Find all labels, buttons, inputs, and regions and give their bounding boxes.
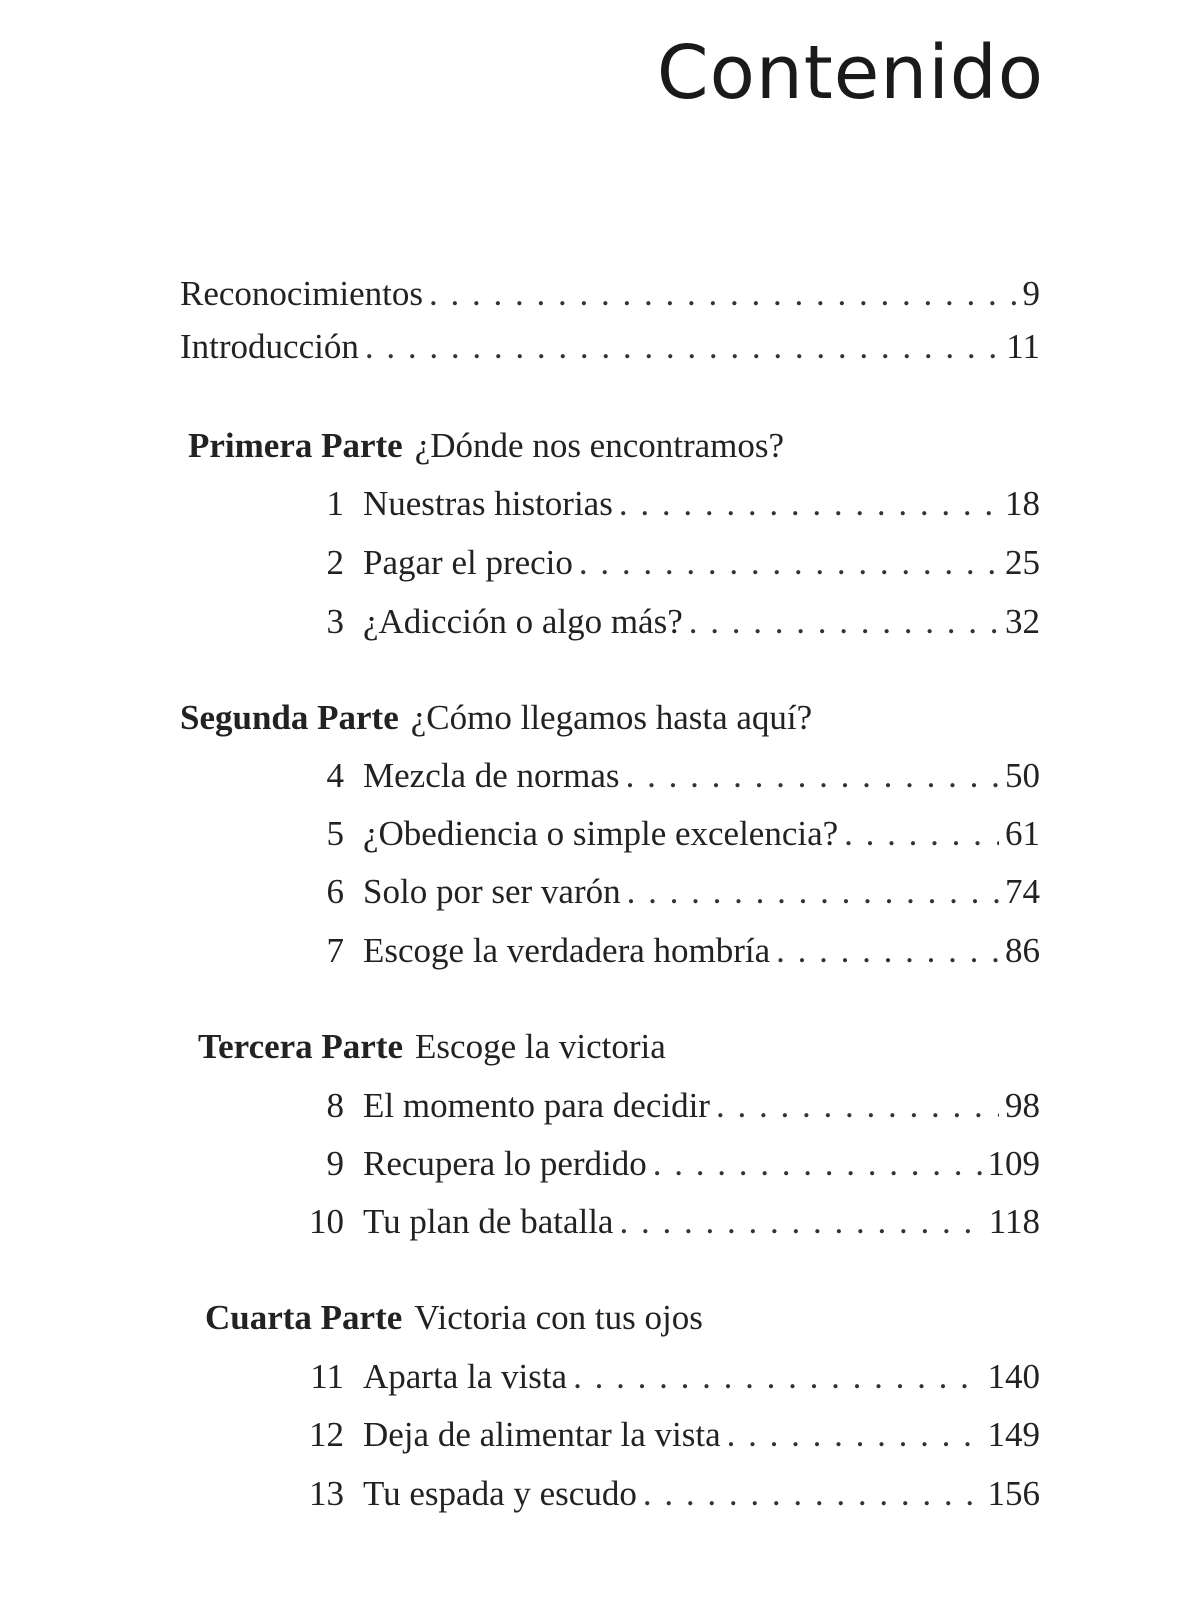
dot-leader [844, 812, 999, 856]
chapter-number: 12 [309, 1415, 344, 1454]
chapter-page: 61 [1005, 814, 1040, 853]
chapter-title: ¿Adicción o algo más? [363, 602, 683, 641]
chapter-number: 11 [310, 1357, 344, 1396]
chapter-number: 10 [309, 1202, 344, 1241]
part-subtitle: Escoge la victoria [415, 1027, 666, 1066]
chapter-page: 149 [987, 1415, 1040, 1454]
dot-leader [653, 1142, 982, 1186]
toc-chapter-10[interactable] [300, 1200, 1040, 1244]
chapter-number: 1 [326, 484, 344, 523]
toc-entry-page: 9 [1022, 274, 1040, 313]
toc-entry-page: 11 [1006, 327, 1040, 366]
toc-chapter-2[interactable] [300, 541, 1040, 585]
part-subtitle: Victoria con tus ojos [414, 1298, 703, 1337]
dot-leader [573, 1355, 981, 1399]
part-heading-3 [198, 1025, 666, 1069]
chapter-title: El momento para decidir [363, 1086, 710, 1125]
chapter-title: ¿Obediencia o simple excelencia? [363, 814, 839, 853]
toc-entry-label: Introducción [180, 327, 359, 366]
chapter-number: 3 [326, 602, 344, 641]
chapter-title: Nuestras historias [363, 484, 613, 523]
toc-chapter-8[interactable] [300, 1084, 1040, 1128]
chapter-title: Solo por ser varón [363, 872, 621, 911]
chapter-number: 9 [326, 1144, 344, 1183]
toc-chapter-3[interactable] [300, 600, 1040, 644]
part-label: Primera Parte [188, 426, 403, 465]
part-label: Tercera Parte [198, 1027, 404, 1066]
chapter-number: 2 [326, 543, 344, 582]
dot-leader [727, 1413, 982, 1457]
dot-leader [626, 754, 999, 798]
chapter-page: 32 [1005, 602, 1040, 641]
chapter-page: 118 [988, 1202, 1040, 1241]
chapter-number: 8 [326, 1086, 344, 1125]
part-heading-4 [205, 1296, 703, 1340]
dot-leader [627, 870, 999, 914]
chapter-page: 98 [1005, 1086, 1040, 1125]
chapter-page: 50 [1005, 756, 1040, 795]
toc-entry-label: Reconocimientos [180, 274, 424, 313]
part-subtitle: ¿Cómo llegamos hasta aquí? [410, 698, 813, 737]
toc-chapter-11[interactable] [300, 1355, 1040, 1399]
toc-chapter-1[interactable] [300, 482, 1040, 526]
toc-entry-introduccion[interactable] [180, 325, 1040, 369]
chapter-title: Mezcla de normas [363, 756, 620, 795]
chapter-title: Recupera lo perdido [363, 1144, 647, 1183]
chapter-number: 4 [326, 756, 344, 795]
chapter-page: 18 [1005, 484, 1040, 523]
toc-chapter-9[interactable] [300, 1142, 1040, 1186]
chapter-page: 74 [1005, 872, 1040, 911]
chapter-number: 13 [309, 1474, 344, 1513]
chapter-title: Aparta la vista [363, 1357, 568, 1396]
part-heading-2 [180, 696, 812, 740]
chapter-page: 156 [987, 1474, 1040, 1513]
part-label: Segunda Parte [180, 698, 399, 737]
dot-leader [716, 1084, 999, 1128]
toc-chapter-5[interactable] [300, 812, 1040, 856]
chapter-title: Tu plan de batalla [363, 1202, 614, 1241]
dot-leader [579, 541, 999, 585]
dot-leader [689, 600, 999, 644]
dot-leader [365, 325, 1000, 369]
part-subtitle: ¿Dónde nos encontramos? [414, 426, 785, 465]
dot-leader [776, 929, 999, 973]
dot-leader [429, 272, 1016, 316]
chapter-page: 109 [987, 1144, 1040, 1183]
chapter-title: Tu espada y escudo [363, 1474, 637, 1513]
toc-chapter-6[interactable] [300, 870, 1040, 914]
dot-leader [643, 1472, 982, 1516]
chapter-page: 86 [1005, 931, 1040, 970]
dot-leader [619, 482, 999, 526]
dot-leader [619, 1200, 982, 1244]
toc-chapter-13[interactable] [300, 1472, 1040, 1516]
toc-chapter-7[interactable] [300, 929, 1040, 973]
chapter-title: Deja de alimentar la vista [363, 1415, 721, 1454]
toc-entry-reconocimientos[interactable] [180, 272, 1040, 316]
chapter-title: Pagar el precio [363, 543, 573, 582]
chapter-page: 140 [987, 1357, 1040, 1396]
chapter-number: 5 [326, 814, 344, 853]
chapter-number: 6 [326, 872, 344, 911]
part-label: Cuarta Parte [205, 1298, 403, 1337]
chapter-title: Escoge la verdadera hombría [363, 931, 771, 970]
chapter-number: 7 [326, 931, 344, 970]
toc-chapter-12[interactable] [300, 1413, 1040, 1457]
page-title: Contenido [656, 30, 1044, 116]
part-heading-1 [188, 424, 784, 468]
toc-chapter-4[interactable] [300, 754, 1040, 798]
chapter-page: 25 [1005, 543, 1040, 582]
